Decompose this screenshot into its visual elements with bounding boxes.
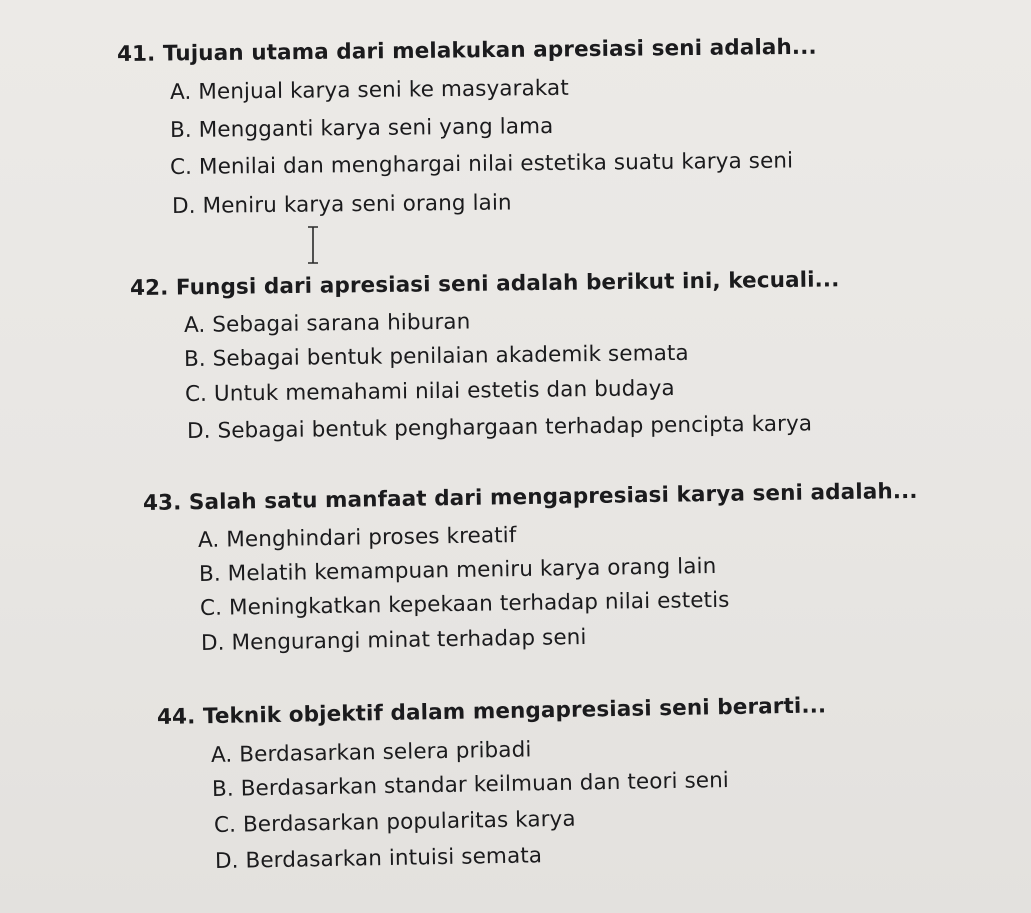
question-44-option-b: B. Berdasarkan standar keilmuan dan teori seni — [211, 767, 730, 802]
question-44-stem: 44. Teknik objektif dalam mengapresiasi seni berarti... — [156, 693, 827, 730]
question-42-option-c: C. Untuk memahami nilai estetis dan budaya — [184, 376, 675, 407]
question-44-option-d: D. Berdasarkan intuisi semata — [214, 843, 543, 874]
question-42-stem: 42. Fungsi dari apresiasi seni adalah berikut ini, kecuali... — [129, 267, 840, 301]
question-44-option-c: C. Berdasarkan popularitas karya — [213, 806, 576, 838]
question-41-stem: 41. Tujuan utama dari melakukan apresiasi seni adalah... — [116, 34, 817, 67]
question-44-option-a: A. Berdasarkan selera pribadi — [210, 737, 532, 768]
question-41-option-a: A. Menjual karya seni ke masyarakat — [169, 75, 569, 105]
question-41-option-b: B. Mengganti karya seni yang lama — [169, 113, 554, 143]
question-41-option-c: C. Menilai dan menghargai nilai estetika suatu karya seni — [169, 148, 794, 180]
question-41-option-d: D. Meniru karya seni orang lain — [171, 190, 512, 219]
question-42-option-b: B. Sebagai bentuk penilaian akademik semata — [183, 340, 689, 372]
question-43-option-c: C. Meningkatkan kepekaan terhadap nilai estetis — [199, 587, 730, 621]
question-43-option-b: B. Melatih kemampuan meniru karya orang lain — [198, 553, 717, 587]
question-42-option-a: A. Sebagai sarana hiburan — [183, 309, 471, 338]
question-43-option-a: A. Menghindari proses kreatif — [197, 522, 517, 553]
question-43-stem: 43. Salah satu manfaat dari mengapresiasi karya seni adalah... — [142, 478, 918, 516]
question-43-option-d: D. Mengurangi minat terhadap seni — [200, 624, 587, 656]
text-cursor-icon — [306, 226, 320, 264]
question-42-option-d: D. Sebagai bentuk penghargaan terhadap pencipta karya — [186, 411, 813, 444]
